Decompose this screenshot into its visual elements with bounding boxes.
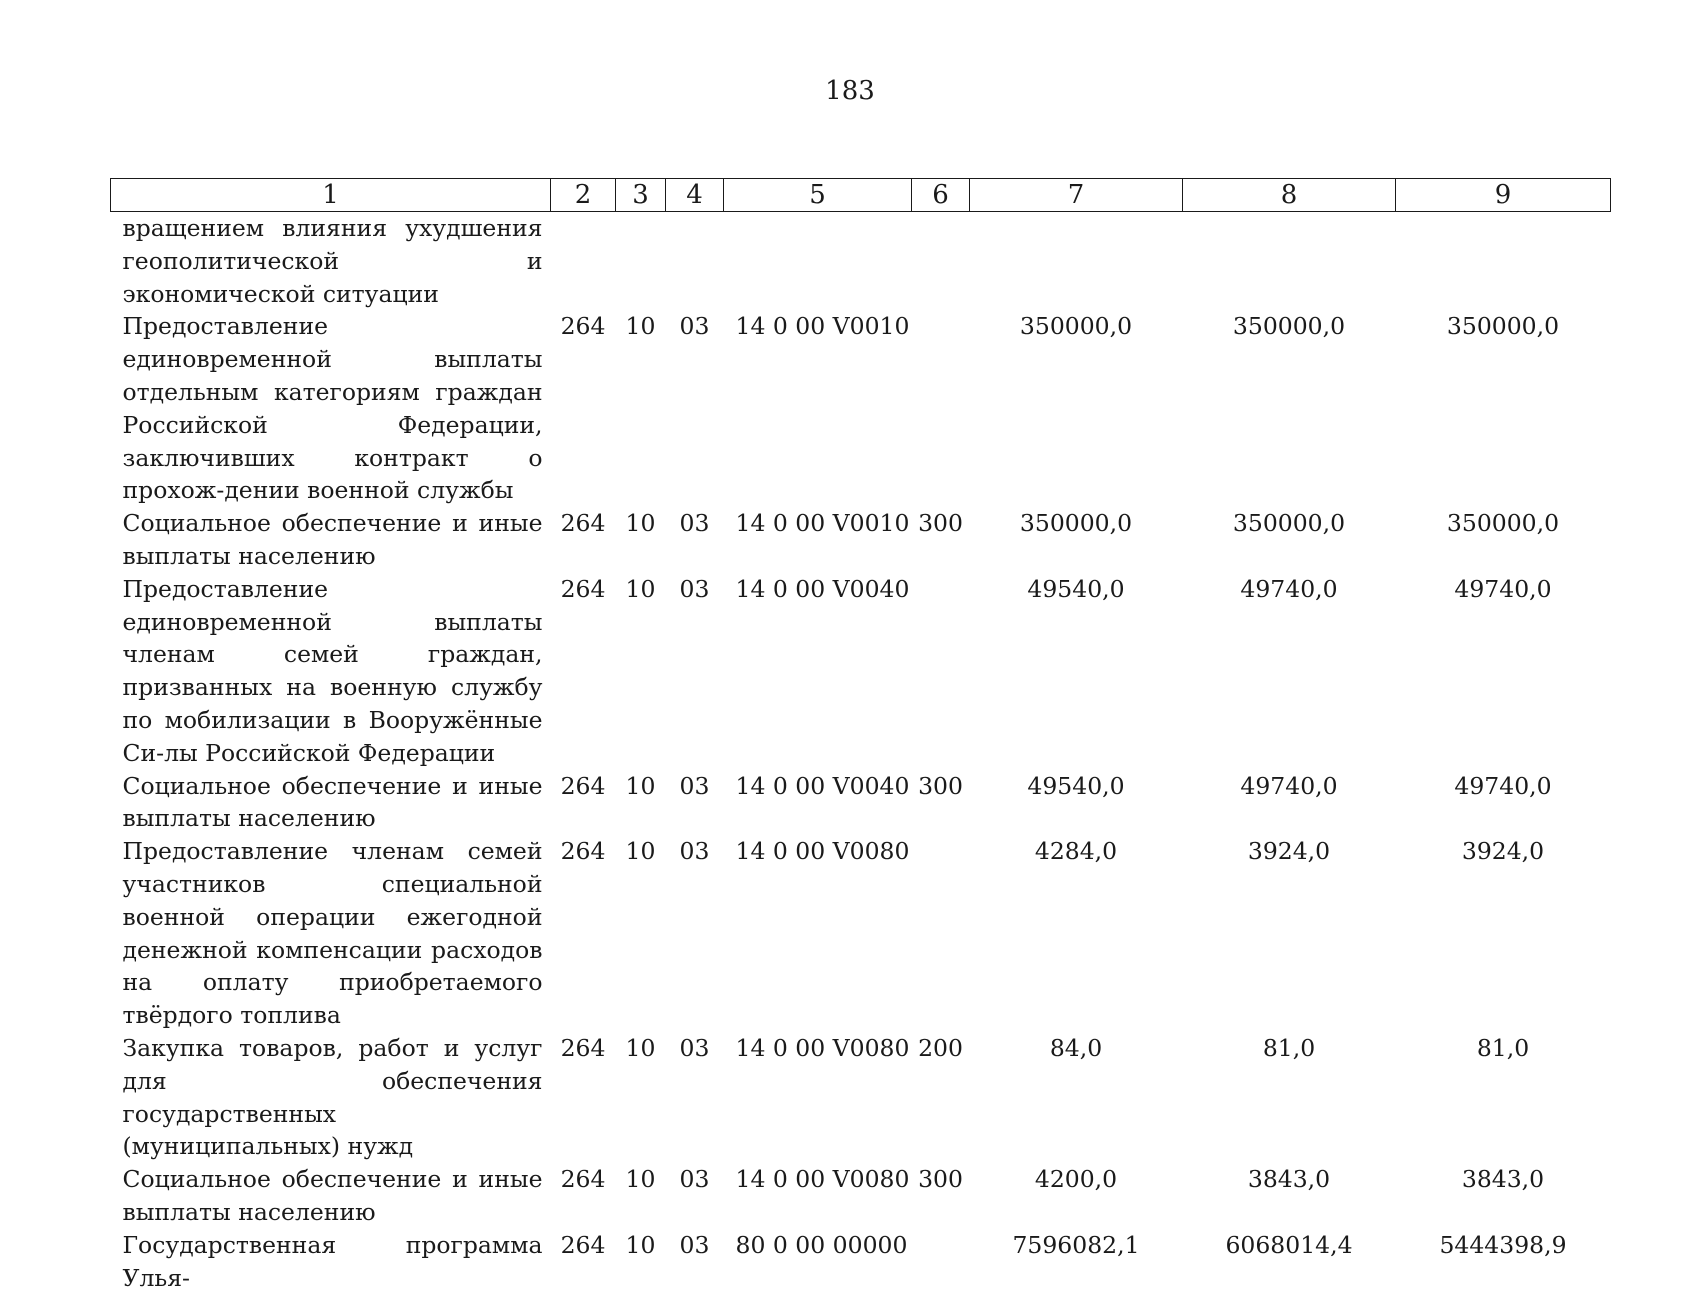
cell-amount-year2: 49740,0	[1183, 573, 1396, 770]
table-row	[111, 1229, 1611, 1294]
cell-grbs: 264	[551, 835, 616, 1032]
cell-grbs: 264	[551, 770, 616, 836]
cell-grbs: 264	[551, 1032, 616, 1163]
cell-amount-year3: 3924,0	[1396, 835, 1611, 1032]
cell-subsection: 03	[666, 835, 724, 1032]
cell-target-article: 14 0 00 V0040	[724, 770, 912, 836]
cell-target-article: 14 0 00 V0080	[724, 1163, 912, 1229]
cell-amount-year2: 350000,0	[1183, 310, 1396, 507]
cell-expense-type: 300	[912, 770, 970, 836]
budget-table-container	[110, 178, 1610, 1294]
cell-amount-year3: 350000,0	[1396, 507, 1611, 573]
header-col-2: 2	[551, 179, 616, 212]
cell-name: Предоставление членам семей участников специальной военной операции ежегодной денежной компенсации расходов на оплату приобретаемого твёрдого топлива	[111, 835, 551, 1032]
cell-expense-type	[912, 835, 970, 1032]
cell-expense-type	[912, 1229, 970, 1294]
cell-target-article: 14 0 00 V0010	[724, 507, 912, 573]
cell-expense-type: 200	[912, 1032, 970, 1163]
cell-subsection: 03	[666, 507, 724, 573]
cell-amount-year2: 3843,0	[1183, 1163, 1396, 1229]
header-row	[111, 179, 1611, 212]
header-col-3: 3	[616, 179, 666, 212]
cell-subsection: 03	[666, 310, 724, 507]
cell-section: 10	[616, 573, 666, 770]
cell-section: 10	[616, 1163, 666, 1229]
cell-grbs: 264	[551, 310, 616, 507]
cell-subsection: 03	[666, 573, 724, 770]
cell-section: 10	[616, 1032, 666, 1163]
cell-name: Предоставление единовременной выплаты отдельным категориям граждан Российской Федерации, заключивших контракт о прохож-дении военной службы	[111, 310, 551, 507]
cell-grbs: 264	[551, 1163, 616, 1229]
cell-section: 10	[616, 835, 666, 1032]
cell-name: вращением влияния ухудшения геополитической и экономической ситуации	[111, 212, 551, 311]
cell-amount-year2: 49740,0	[1183, 770, 1396, 836]
cell-name: Предоставление единовременной выплаты членам семей граждан, призванных на военную службу по мобилизации в Вооружённые Си-лы Российской Федерации	[111, 573, 551, 770]
cell-target-article: 14 0 00 V0040	[724, 573, 912, 770]
table-row	[111, 770, 1611, 836]
cell-section: 10	[616, 310, 666, 507]
page-number: 183	[0, 76, 1700, 106]
cell-grbs: 264	[551, 1229, 616, 1294]
header-col-8: 8	[1183, 179, 1396, 212]
cell-amount-year2	[1183, 212, 1396, 311]
cell-name: Государственная программа Улья-	[111, 1229, 551, 1294]
cell-target-article: 14 0 00 V0010	[724, 310, 912, 507]
cell-amount-year3: 5444398,9	[1396, 1229, 1611, 1294]
cell-amount-year1: 49540,0	[970, 770, 1183, 836]
cell-section	[616, 212, 666, 311]
cell-section: 10	[616, 507, 666, 573]
cell-amount-year1: 84,0	[970, 1032, 1183, 1163]
cell-amount-year3: 49740,0	[1396, 770, 1611, 836]
cell-amount-year3: 3843,0	[1396, 1163, 1611, 1229]
cell-amount-year2: 81,0	[1183, 1032, 1396, 1163]
cell-section: 10	[616, 1229, 666, 1294]
cell-amount-year1: 4200,0	[970, 1163, 1183, 1229]
cell-name: Закупка товаров, работ и услуг для обеспечения государственных (муниципальных) нужд	[111, 1032, 551, 1163]
cell-amount-year2: 6068014,4	[1183, 1229, 1396, 1294]
cell-amount-year2: 350000,0	[1183, 507, 1396, 573]
table-row	[111, 573, 1611, 770]
budget-table	[110, 178, 1611, 1294]
cell-amount-year3: 81,0	[1396, 1032, 1611, 1163]
cell-amount-year1: 49540,0	[970, 573, 1183, 770]
cell-expense-type	[912, 573, 970, 770]
cell-target-article: 14 0 00 V0080	[724, 835, 912, 1032]
cell-amount-year1: 350000,0	[970, 507, 1183, 573]
cell-expense-type	[912, 310, 970, 507]
cell-expense-type: 300	[912, 1163, 970, 1229]
cell-section: 10	[616, 770, 666, 836]
cell-amount-year1: 7596082,1	[970, 1229, 1183, 1294]
cell-subsection: 03	[666, 1163, 724, 1229]
table-row	[111, 507, 1611, 573]
cell-target-article: 14 0 00 V0080	[724, 1032, 912, 1163]
cell-amount-year3: 49740,0	[1396, 573, 1611, 770]
header-col-1: 1	[111, 179, 551, 212]
cell-amount-year1: 4284,0	[970, 835, 1183, 1032]
cell-grbs	[551, 212, 616, 311]
table-row	[111, 212, 1611, 311]
header-col-5: 5	[724, 179, 912, 212]
cell-subsection: 03	[666, 1032, 724, 1163]
header-col-7: 7	[970, 179, 1183, 212]
cell-expense-type: 300	[912, 507, 970, 573]
cell-name: Социальное обеспечение и иные выплаты населению	[111, 1163, 551, 1229]
cell-grbs: 264	[551, 507, 616, 573]
cell-target-article	[724, 212, 912, 311]
cell-amount-year3: 350000,0	[1396, 310, 1611, 507]
cell-subsection: 03	[666, 770, 724, 836]
table-row	[111, 1032, 1611, 1163]
cell-name: Социальное обеспечение и иные выплаты населению	[111, 770, 551, 836]
cell-target-article: 80 0 00 00000	[724, 1229, 912, 1294]
cell-expense-type	[912, 212, 970, 311]
table-header	[111, 179, 1611, 212]
cell-amount-year1	[970, 212, 1183, 311]
header-col-9: 9	[1396, 179, 1611, 212]
header-col-6: 6	[912, 179, 970, 212]
cell-grbs: 264	[551, 573, 616, 770]
cell-name: Социальное обеспечение и иные выплаты населению	[111, 507, 551, 573]
cell-subsection	[666, 212, 724, 311]
table-row	[111, 310, 1611, 507]
cell-amount-year3	[1396, 212, 1611, 311]
table-row	[111, 1163, 1611, 1229]
table-row	[111, 835, 1611, 1032]
table-body	[111, 212, 1611, 1294]
header-col-4: 4	[666, 179, 724, 212]
cell-amount-year1: 350000,0	[970, 310, 1183, 507]
cell-subsection: 03	[666, 1229, 724, 1294]
cell-amount-year2: 3924,0	[1183, 835, 1396, 1032]
